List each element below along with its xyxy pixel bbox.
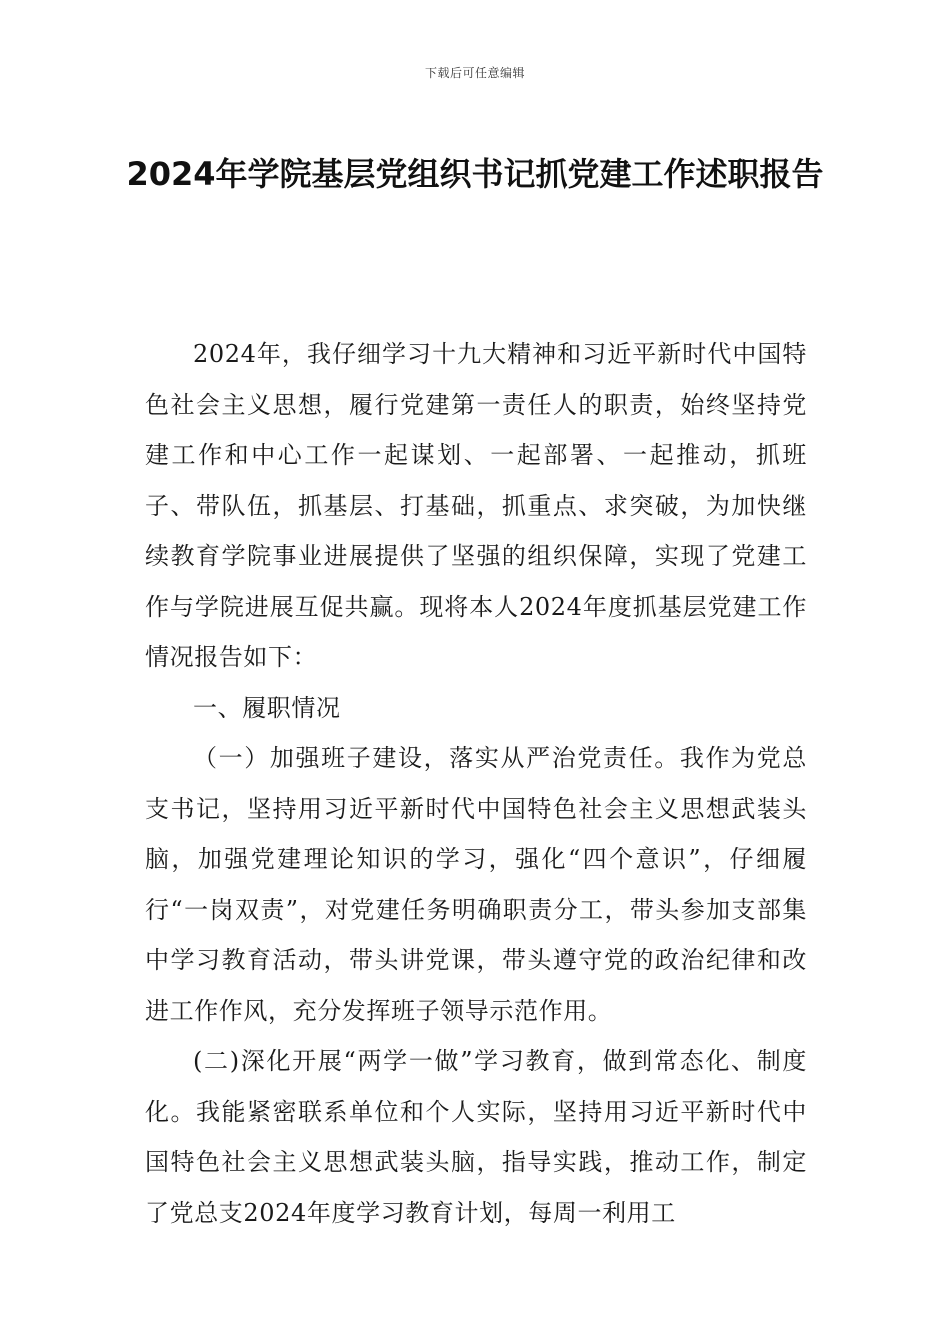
section-heading: 一、履职情况 — [193, 693, 341, 722]
paragraph-item-2: (二)深化开展“两学一做”学习教育，做到常态化、制度化。我能紧密联系单位和个人实际，坚持用习近平新时代中国特色社会主义思想武装头脑，指导实践，推动工作，制定了党总支2024年度学习教育计划，每周一利用工 — [145, 1047, 807, 1227]
header-note: 下载后可任意编辑 — [424, 66, 525, 80]
paragraph-intro: 2024年，我仔细学习十九大精神和习近平新时代中国特色社会主义思想，履行党建第一责任人的职责，始终坚持党建工作和中心工作一起谋划、一起部署、一起推动，抓班子、带队伍，抓基层、打基础，抓重点、求突破，为加快继续教育学院事业进展提供了坚强的组织保障，实现了党建工作与学院进展互促共赢。现将本人2024年度抓基层党建工作情况报告如下： — [145, 340, 807, 671]
paragraph-item-1: （一）加强班子建设，落实从严治党责任。我作为党总支书记，坚持用习近平新时代中国特色社会主义思想武装头脑，加强党建理论知识的学习，强化“四个意识”，仔细履行“一岗双责”，对党建任务明确职责分工，带头参加支部集中学习教育活动，带头讲党课，带头遵守党的政治纪律和改进工作作风，充分发挥班子领导示范作用。 — [145, 744, 807, 1025]
document-title: 2024年学院基层党组织书记抓党建工作述职报告 — [126, 155, 824, 193]
document-body — [145, 329, 807, 1238]
